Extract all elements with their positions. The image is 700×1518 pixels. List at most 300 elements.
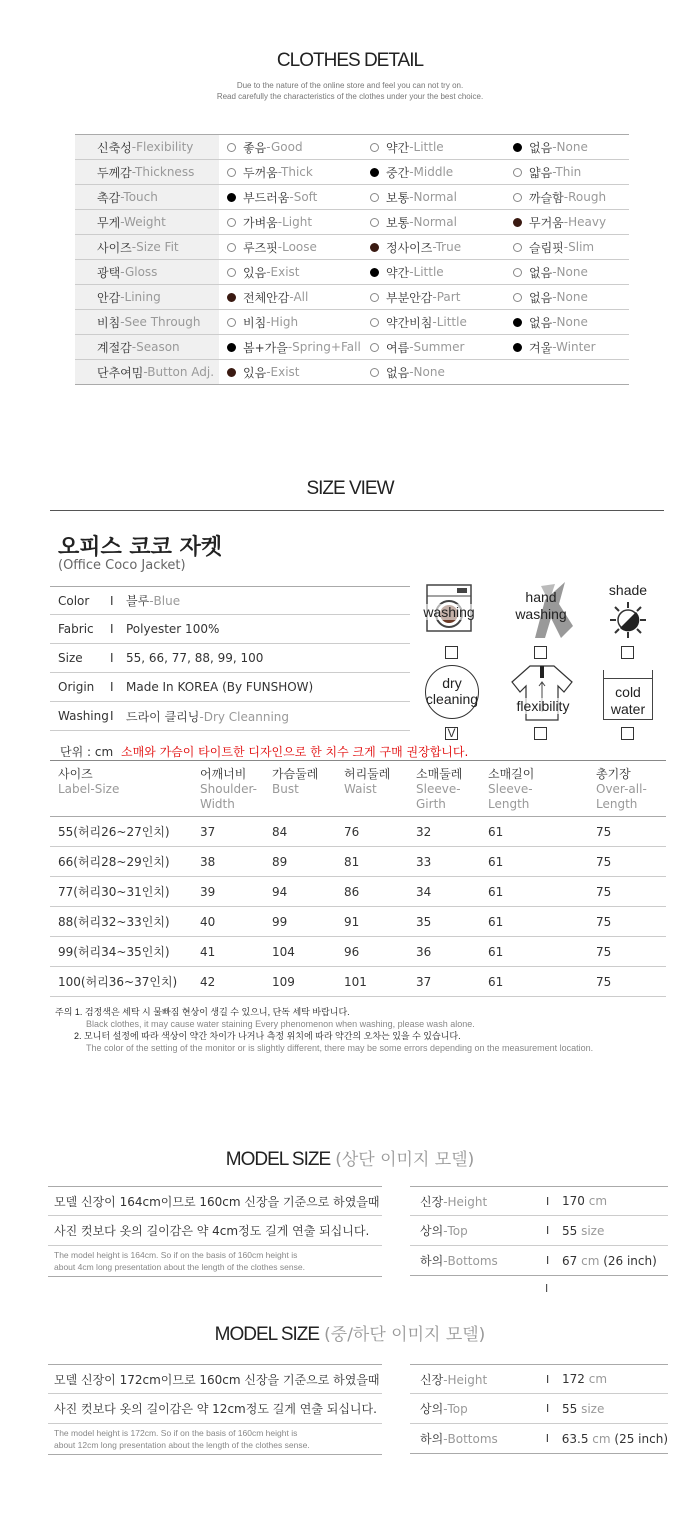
detail-option [362,264,505,281]
detail-row [75,135,629,160]
model-2-line-4: about 12cm long presentation about the length of the clothes sense. [54,1440,310,1450]
size-cell: 96 [344,944,360,959]
detail-label-en: -Button Adj. [143,365,215,379]
size-cell: 36 [416,944,432,959]
size-table-row [50,847,666,877]
cold-label: cold [615,684,641,700]
model-2-description [48,1364,382,1455]
detail-option-ko: 무거움 [529,215,564,230]
detail-option [219,364,362,381]
detail-option-ko: 슬림핏 [529,240,564,255]
empty-circle-icon [227,243,236,252]
model-stat-key-ko: 신장 [420,1372,444,1387]
note-1: 주의 1. 검정색은 세탁 시 물빠짐 현상이 생길 수 있으니, 단독 세탁 바랍니다. [55,1007,350,1017]
size-header-ko: 소매둘레 [416,767,463,781]
detail-option-en: -Heavy [563,215,607,229]
detail-label [75,310,219,334]
product-info-value-main: Made In KOREA (By FUNSHOW) [126,680,314,694]
size-cell: 109 [272,974,295,989]
clothes-detail-subtitle-1: Due to the nature of the online store and feel you can not try on. [236,81,464,90]
empty-circle-icon [227,168,236,177]
detail-row [75,360,629,385]
model-size-1-subtitle: (상단 이미지 모델) [335,1150,475,1170]
detail-option-en: -Loose [277,240,317,254]
empty-circle-icon [513,193,522,202]
model-size-1-heading [0,1145,700,1171]
detail-label-ko: 촉감 [97,190,121,205]
shade-checkbox [621,646,634,659]
model-stat-number: 172 [562,1372,585,1386]
detail-label-ko: 비침 [97,315,121,330]
model-1-line-3: The model height is 164cm. So if on the basis of 160cm height is [54,1250,298,1260]
detail-option-ko: 있음 [243,265,267,280]
detail-option [219,314,362,331]
dry-cleaning-checkbox-checked: V [445,727,458,740]
model-stat-key-en: -Top [443,1224,468,1238]
shade-label: shade [608,582,648,598]
size-cell: 99(허리34~35인치) [58,945,170,959]
product-info-row [50,586,410,615]
filled-circle-icon [227,368,236,377]
product-info-row [50,644,410,673]
detail-option [505,339,629,356]
detail-row [75,185,629,210]
model-size-2-title: MODEL SIZE [214,1324,320,1345]
filled-circle-icon [370,243,379,252]
product-info-separator: I [110,680,114,694]
detail-label-en: -Size Fit [131,240,179,254]
detail-label-en: -Flexibility [131,140,194,154]
detail-label-en: -Touch [120,190,158,204]
size-table-row [50,817,666,847]
detail-option [219,164,362,181]
model-stat-key [410,1252,546,1269]
product-info-value [126,592,180,609]
filled-circle-icon [513,343,522,352]
size-header-cell [272,767,344,816]
size-header-cell [488,767,596,816]
detail-row [75,160,629,185]
detail-option-en: -Light [277,215,313,229]
product-info-separator: I [110,622,114,636]
size-cell: 61 [488,824,504,839]
detail-option-ko: 여름 [386,340,410,355]
size-cell: 89 [272,854,288,869]
empty-circle-icon [227,318,236,327]
size-cell: 61 [488,944,504,959]
detail-option-en: -None [552,265,588,279]
product-info-row [50,615,410,644]
detail-option-en: -Little [432,315,467,329]
model-stat-key-ko: 하의 [420,1254,444,1268]
size-header-cell [596,767,666,816]
detail-option-ko: 가벼움 [243,215,278,230]
product-info-key: Washing [58,709,109,723]
size-cell: 66(허리28~29인치) [58,855,170,869]
filled-circle-icon [370,268,379,277]
detail-label-ko: 신축성 [97,140,132,155]
detail-option-en: -Normal [409,215,457,229]
size-header-ko: 사이즈 [58,767,93,781]
hand-wash-checkbox [534,646,547,659]
size-cell: 42 [200,974,216,989]
filled-circle-icon [227,293,236,302]
detail-option-en: -Little [409,265,444,279]
model-stat-unit: cm [577,1253,604,1268]
size-cell: 61 [488,854,504,869]
model-stat-value [562,1194,607,1208]
model-stat-number: 170 [562,1194,585,1208]
detail-option-ko: 비침 [243,315,267,330]
cold-water-checkbox [621,727,634,740]
model-stat-key-en: -Height [443,1194,488,1209]
model-stat-key [410,1371,546,1388]
size-header-cell [200,767,272,816]
detail-option-ko: 정사이즈 [386,240,433,255]
product-name-en: (Office Coco Jacket) [58,558,186,573]
size-cell: 75 [596,884,612,899]
detail-option [505,214,629,231]
model-stat-row [410,1364,668,1394]
size-table-row [50,937,666,967]
filled-circle-icon [227,343,236,352]
model-stat-key [410,1222,546,1239]
filled-circle-icon [513,143,522,152]
model-1-description [48,1186,382,1277]
model-stat-key-ko: 신장 [420,1194,444,1209]
product-info-value-en: -Dry Cleanning [199,709,290,724]
detail-option-ko: 약간 [386,265,410,280]
model-size-2-heading [0,1320,700,1346]
size-cell: 39 [200,884,216,899]
clothes-detail-table [75,134,629,385]
flexibility-checkbox [534,727,547,740]
filled-circle-icon [513,218,522,227]
empty-circle-icon [370,318,379,327]
detail-option-en: -All [289,290,309,304]
empty-circle-icon [513,268,522,277]
model-stat-row [410,1246,668,1276]
size-cell: 88(허리32~33인치) [58,915,170,929]
detail-option-en: -High [266,315,299,329]
size-cell: 81 [344,854,360,869]
model-stat-separator: I [546,1194,550,1208]
detail-option-ko: 보통 [386,190,410,205]
size-cell: 35 [416,914,432,929]
detail-label-ko: 안감 [97,290,121,305]
detail-option [362,189,505,206]
model-stat-number: 55 [562,1223,578,1238]
product-info-key: Origin [58,680,95,694]
model-stat-row [410,1394,668,1424]
detail-option-ko: 부분안감 [386,290,433,305]
model-stat-key-ko: 하의 [420,1432,444,1446]
size-cell: 99 [272,914,288,929]
model-stat-separator: I [546,1224,550,1237]
detail-option-ko: 없음 [529,315,553,330]
size-cell: 75 [596,854,612,869]
size-cell: 40 [200,914,216,929]
detail-option-ko: 까슬함 [529,190,564,205]
detail-option [362,239,505,256]
product-info-key: Size [58,651,83,665]
model-size-2-subtitle: (중/하단 이미지 모델) [324,1325,486,1345]
clothes-detail-subtitle-2: Read carefully the characteristics of the clothes under your the best choice. [216,92,484,101]
detail-option-en: -Thin [552,165,582,179]
empty-circle-icon [227,268,236,277]
detail-option-en: -Winter [552,340,596,354]
product-name: 오피스 코코 자켓 [58,535,223,560]
model-2-line-3: The model height is 172cm. So if on the basis of 160cm height is [54,1428,298,1438]
detail-option-ko: 좋음 [243,140,267,155]
size-header-en1: Sleeve- [488,782,533,796]
detail-label [75,160,219,184]
model-stat-key-en: -Bottoms [443,1254,498,1268]
size-header-en2: Length [488,797,530,811]
detail-row [75,210,629,235]
model-stat-extra: (26 inch) [603,1253,657,1268]
size-cell: 32 [416,824,432,839]
size-cell: 61 [488,974,504,989]
product-info-value-main: 55, 66, 77, 88, 99, 100 [126,651,264,665]
size-header-en1: Sleeve- [416,782,461,796]
filled-circle-icon [513,318,522,327]
model-2-english [48,1424,382,1455]
empty-circle-icon [227,218,236,227]
detail-label-ko: 두께감 [97,165,132,180]
detail-option [362,364,505,381]
detail-option [219,264,362,281]
detail-option-en: -Normal [409,190,457,204]
detail-option-en: -Spring+Fall [287,340,361,354]
model-stat-row [410,1424,668,1454]
detail-label [75,185,219,209]
detail-option-en: -Good [266,140,303,154]
detail-label [75,235,219,259]
product-info-separator: I [110,709,114,723]
detail-option [219,214,362,231]
size-cell: 101 [344,974,367,989]
detail-label [75,260,219,284]
detail-option-ko: 겨울 [529,340,553,355]
model-2-line-1: 모델 신장이 172cm이므로 160cm 신장을 기준으로 하였을때 [48,1364,382,1394]
size-cell: 76 [344,824,360,839]
detail-option-en: -Part [432,290,461,304]
detail-option-ko: 중간 [386,165,410,180]
size-cell: 61 [488,914,504,929]
model-stat-key-ko: 상의 [420,1402,444,1416]
detail-row [75,310,629,335]
detail-option [362,314,505,331]
size-table [50,760,666,997]
detail-option-en: -None [552,140,588,154]
model-1-english [48,1246,382,1277]
detail-option-ko: 부드러움 [243,190,290,205]
detail-option [505,189,629,206]
product-info-value [126,622,219,636]
detail-option-en: -Thick [277,165,313,179]
detail-option [362,214,505,231]
size-view-divider [50,510,664,511]
detail-option-en: -True [432,240,462,254]
size-header-ko: 총기장 [596,767,631,781]
detail-label-ko: 계절감 [97,340,132,355]
empty-circle-icon [370,143,379,152]
detail-label-en: -Weight [120,215,166,229]
size-header-en2: Girth [416,797,446,811]
empty-circle-icon [370,193,379,202]
detail-label-en: -Lining [120,290,161,304]
clothes-detail-title: CLOTHES DETAIL [276,50,424,71]
product-info-value-main: Polyester 100% [126,622,220,636]
product-info-separator: I [110,593,114,608]
model-size-1-title: MODEL SIZE [225,1149,331,1170]
detail-option-en: -None [552,315,588,329]
detail-option-ko: 보통 [386,215,410,230]
size-cell: 61 [488,884,504,899]
detail-option [362,139,505,156]
detail-option [219,339,362,356]
model-stat-value [562,1224,604,1238]
model-stat-key [410,1193,546,1210]
model-stat-number: 55 [562,1401,578,1416]
model-stat-separator: I [546,1372,550,1386]
model-stat-separator: I [546,1254,550,1267]
detail-row [75,335,629,360]
model-stat-row [410,1186,668,1216]
detail-label-en: -Gloss [120,265,158,279]
size-cell: 33 [416,854,432,869]
empty-circle-icon [513,293,522,302]
sun-shade-icon [608,600,648,640]
detail-option-en: -Soft [289,190,318,204]
size-cell: 34 [416,884,432,899]
detail-label-en: -Thickness [131,165,195,179]
detail-option-en: -Slim [563,240,595,254]
detail-option-en: -Summer [409,340,465,354]
model-stat-unit: size [577,1401,605,1416]
size-table-row [50,967,666,997]
detail-option [362,339,505,356]
hand-wash-label-1: hand [525,589,557,605]
detail-option-ko: 전체안감 [243,290,290,305]
detail-option-en: -None [552,290,588,304]
detail-option [505,264,629,281]
unit-recommendation: 소매와 가슴이 타이트한 디자인으로 한 치수 크게 구매 권장합니다. [120,745,469,759]
empty-circle-icon [370,343,379,352]
size-header-ko: 가슴둘레 [272,767,319,781]
product-info-separator: I [110,651,114,665]
model-1-line-4: about 4cm long presentation about the length of the clothes sense. [54,1262,305,1272]
product-info-value-main: 드라이 클리닝 [126,709,200,724]
detail-option-ko: 없음 [386,365,410,380]
detail-option-en: -Exist [266,265,300,279]
product-info-key: Color [58,593,90,608]
model-stat-separator: I [546,1402,550,1415]
size-cell: 91 [344,914,360,929]
product-info-value [126,680,313,694]
size-cell: 84 [272,824,288,839]
detail-option [219,139,362,156]
water-label: water [610,701,646,717]
size-header-en2: Width [200,797,235,811]
detail-option-en: -None [409,365,445,379]
detail-label [75,210,219,234]
size-cell: 75 [596,824,612,839]
note-1-en: Black clothes, it may cause water staining Every phenomenon when washing, please wash alone. [86,1019,475,1029]
detail-option-en: -Exist [266,365,300,379]
model-stat-unit: cm [588,1431,615,1446]
size-header-ko: 허리둘레 [344,767,391,781]
detail-option [219,189,362,206]
detail-option [505,239,629,256]
size-header-en1: Waist [344,782,377,796]
product-info-value-en: -Blue [149,594,181,608]
empty-circle-icon [370,368,379,377]
empty-circle-icon [227,143,236,152]
model-stat-key-en: -Height [443,1372,488,1387]
detail-option-ko: 얇음 [529,165,553,180]
detail-label-ko: 광택 [97,265,121,280]
size-header-ko: 소매길이 [488,767,535,781]
model-stat-unit: cm [584,1372,608,1386]
empty-circle-icon [370,218,379,227]
detail-label [75,135,219,159]
flexibility-label: flexibility [505,698,581,714]
detail-label-ko: 단추여밈 [97,365,144,380]
product-info-value [126,651,263,665]
size-cell: 38 [200,854,216,869]
product-info-key: Fabric [58,622,94,636]
model-stat-key [410,1430,546,1447]
model-stat-number: 67 [562,1253,578,1268]
dry-label: dry [442,675,462,691]
model-1-line-2: 사진 컷보다 옷의 길이감은 약 4cm정도 길게 연출 되십니다. [48,1216,382,1246]
detail-option-en: -Middle [409,165,454,179]
detail-option [505,289,629,306]
model-stat-key-ko: 상의 [420,1224,444,1238]
detail-option [219,239,362,256]
size-cell: 86 [344,884,360,899]
size-header-cell [344,767,416,816]
model-stat-value [562,1402,604,1416]
note-2: 2. 모니터 설정에 따라 색상이 약간 차이가 나거나 측정 위치에 따라 약간의 오차는 있을 수 있습니다. [74,1031,461,1041]
detail-option-ko: 없음 [529,265,553,280]
model-1-stats [410,1186,668,1276]
size-header-en1: Bust [272,782,299,796]
size-table-row [50,877,666,907]
model-2-line-2: 사진 컷보다 옷의 길이감은 약 12cm정도 길게 연출 되십니다. [48,1394,382,1424]
detail-row [75,260,629,285]
detail-label-ko: 사이즈 [97,240,132,255]
detail-option [505,314,629,331]
detail-label-en: -See Through [120,315,201,329]
detail-option [505,139,629,156]
unit-label: 단위 : cm [60,745,114,759]
product-info-row [50,673,410,702]
detail-option-en: -Rough [563,190,607,204]
detail-option [362,289,505,306]
size-cell: 100(허리36~37인치) [58,975,178,989]
size-view-title: SIZE VIEW [306,478,394,499]
size-cell: 75 [596,944,612,959]
size-header-en2: Length [596,797,638,811]
model-stat-key-en: -Bottoms [443,1432,498,1446]
model-stat-unit: cm [584,1194,608,1208]
model-stat-value [562,1254,657,1268]
product-info-table [50,586,410,731]
model-stat-extra: (25 inch) [614,1431,668,1446]
